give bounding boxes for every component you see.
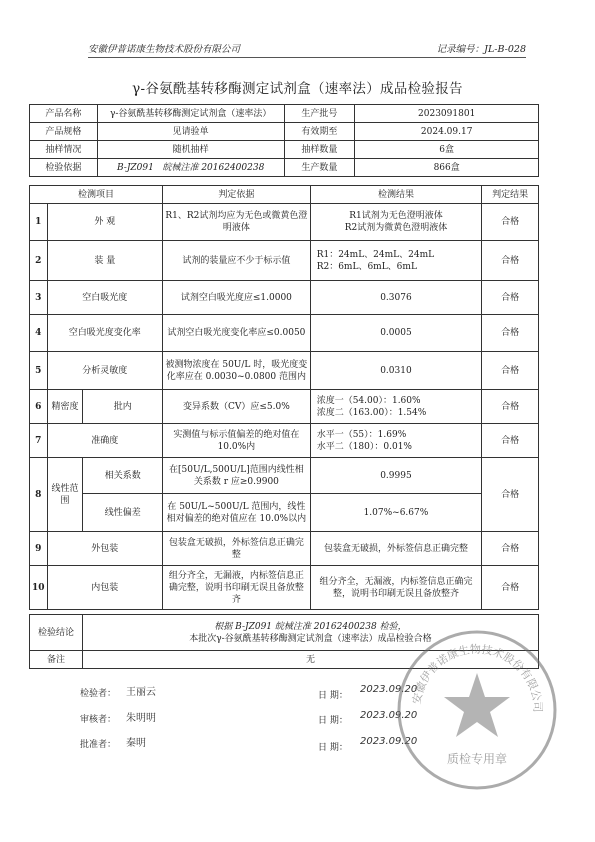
product-info-table: [29, 104, 539, 177]
item-result: 0.0005: [310, 315, 481, 352]
table-row: [30, 352, 539, 390]
conclusion-line-1: 根据 B-JZ091 皖械注准 20162400238 检验，: [214, 621, 407, 632]
expiry-value: 2024.09.17: [355, 123, 539, 141]
record-number: 记录编号：JL-B-028: [436, 44, 526, 55]
reviewer-label: 审核者：: [80, 715, 117, 725]
reviewer-date-label: 日 期：: [318, 716, 348, 726]
item-criteria: 在[50U/L,500U/L]范围内线性相关系数 r 应≥0.9900: [163, 458, 311, 494]
item-name: 空白吸光度: [47, 281, 163, 315]
item-verdict: 合格: [482, 566, 539, 610]
basis-registration: 皖械注准 20162400238: [162, 162, 265, 173]
product-name-label: 产品名称: [30, 105, 98, 123]
prod-qty-value: 866盒: [355, 159, 539, 177]
sample-qty-value: 6盒: [355, 141, 539, 159]
item-name: 批内: [83, 390, 163, 424]
item-number: 2: [30, 241, 48, 281]
batch-label: 生产批号: [284, 105, 355, 123]
expiry-label: 有效期至: [284, 123, 355, 141]
header-item: 检测项目: [30, 186, 163, 204]
item-name: 外包装: [47, 532, 163, 566]
header-result: 检测结果: [310, 186, 481, 204]
header-verdict: 判定结果: [482, 186, 539, 204]
inspector-signature: 王丽云: [126, 687, 156, 698]
basis-code: B-JZ091: [117, 162, 154, 173]
item-verdict: 合格: [482, 458, 539, 532]
item-name: 准确度: [47, 424, 163, 458]
batch-value: 2023091801: [355, 105, 539, 123]
table-row: [30, 566, 539, 610]
inspector-date: 2023.09.20: [360, 684, 418, 695]
reviewer-date: 2023.09.20: [360, 710, 418, 721]
quality-seal: [392, 625, 562, 795]
conclusion-line-2: 本批次γ-谷氨酰基转移酶测定试剂盒（速率法）成品检验合格: [189, 633, 432, 644]
item-result: 组分齐全，无漏液，内标签信息正确完整，说明书印刷无误且备放整齐: [310, 566, 481, 610]
item-verdict: 合格: [482, 315, 539, 352]
item-verdict: 合格: [482, 390, 539, 424]
spec-label: 产品规格: [30, 123, 98, 141]
item-name: 线性偏差: [83, 494, 163, 532]
approver-date-label: 日 期：: [318, 743, 348, 753]
spec-value: 见请验单: [97, 123, 284, 141]
item-verdict: 合格: [482, 204, 539, 241]
item-criteria: 包装盒无破损，外标签信息正确完整: [163, 532, 311, 566]
page-header: [88, 41, 526, 58]
item-number: 1: [30, 204, 48, 241]
approver-label: 批准者：: [80, 740, 117, 750]
item-name: 外 观: [47, 204, 163, 241]
item-number: 5: [30, 352, 48, 390]
item-result: 浓度一（54.00）：1.60% 浓度二（163.00）：1.54%: [310, 390, 481, 424]
table-row: [30, 241, 539, 281]
item-number: 4: [30, 315, 48, 352]
remark-label: 备注: [30, 651, 83, 669]
item-result: R1试剂为无色澄明液体 R2试剂为微黄色澄明液体: [310, 204, 481, 241]
approver-date: 2023.09.20: [360, 736, 418, 747]
sampling-label: 抽样情况: [30, 141, 98, 159]
item-verdict: 合格: [482, 352, 539, 390]
svg-text:质检专用章: 质检专用章: [446, 752, 508, 766]
item-criteria: 试剂空白吸光度变化率应≤0.0050: [163, 315, 311, 352]
item-result: 水平一（55）：1.69% 水平二（180）：0.01%: [310, 424, 481, 458]
item-number: 9: [30, 532, 48, 566]
item-criteria: 实测值与标示值偏差的绝对值在 10.0%内: [163, 424, 311, 458]
item-verdict: 合格: [482, 424, 539, 458]
report-title: γ-谷氨酰基转移酶测定试剂盒（速率法）成品检验报告: [132, 81, 463, 97]
table-row: [30, 458, 539, 494]
svg-text:安徽伊普诺康生物技术股份有限公司: 安徽伊普诺康生物技术股份有限公司: [410, 642, 545, 713]
table-row: [30, 532, 539, 566]
remark-value: 无: [82, 651, 538, 669]
basis-value: [97, 159, 284, 177]
company-name: 安徽伊普诺康生物技术股份有限公司: [88, 44, 241, 55]
item-name: 空白吸光度变化率: [47, 315, 163, 352]
item-criteria: 试剂空白吸光度应≤1.0000: [163, 281, 311, 315]
item-verdict: 合格: [482, 532, 539, 566]
item-criteria: 组分齐全，无漏液，内标签信息正确完整，说明书印刷无误且备放整齐: [163, 566, 311, 610]
item-number: 8: [30, 458, 48, 532]
item-criteria: 被测物浓度在 50U/L 时，吸光度变化率应在 0.0030~0.0800 范围内: [163, 352, 311, 390]
item-result: 0.3076: [310, 281, 481, 315]
inspector-label: 检验者：: [80, 689, 117, 699]
item-criteria: R1、R2试剂均应为无色或微黄色澄明液体: [163, 204, 311, 241]
item-criteria: 在 50U/L~500U/L 范围内，线性相对偏差的绝对值应在 10.0%以内: [163, 494, 311, 532]
table-row: [30, 204, 539, 241]
item-result: R1：24mL、24mL、24mL R2：6mL、6mL、6mL: [310, 241, 481, 281]
item-number: 7: [30, 424, 48, 458]
reviewer-signature: 朱明明: [126, 713, 156, 724]
inspector-date-label: 日 期：: [318, 691, 348, 701]
item-name: 分析灵敏度: [47, 352, 163, 390]
approver-signature: 秦明: [126, 738, 146, 749]
header-criteria: 判定依据: [163, 186, 311, 204]
product-name-value: γ-谷氨酰基转移酶测定试剂盒（速率法）: [97, 105, 284, 123]
item-result: 0.9995: [310, 458, 481, 494]
sampling-value: 随机抽样: [97, 141, 284, 159]
table-row: [30, 390, 539, 424]
table-row: [30, 424, 539, 458]
item-group: 线性范围: [47, 458, 83, 532]
item-result: 1.07%~6.67%: [310, 494, 481, 532]
inspection-items-table: [29, 185, 539, 610]
table-row: [30, 315, 539, 352]
item-number: 3: [30, 281, 48, 315]
table-row: [30, 494, 539, 532]
table-row: [30, 281, 539, 315]
item-name: 内包装: [47, 566, 163, 610]
item-number: 10: [30, 566, 48, 610]
sample-qty-label: 抽样数量: [284, 141, 355, 159]
item-verdict: 合格: [482, 281, 539, 315]
item-number: 6: [30, 390, 48, 424]
item-group: 精密度: [47, 390, 83, 424]
prod-qty-label: 生产数量: [284, 159, 355, 177]
conclusion-label: 检验结论: [30, 615, 83, 651]
item-name: 装 量: [47, 241, 163, 281]
item-result: 0.0310: [310, 352, 481, 390]
item-criteria: 试剂的装量应不少于标示值: [163, 241, 311, 281]
basis-label: 检验依据: [30, 159, 98, 177]
item-criteria: 变异系数（CV）应≤5.0%: [163, 390, 311, 424]
item-name: 相关系数: [83, 458, 163, 494]
item-verdict: 合格: [482, 241, 539, 281]
item-result: 包装盒无破损，外标签信息正确完整: [310, 532, 481, 566]
